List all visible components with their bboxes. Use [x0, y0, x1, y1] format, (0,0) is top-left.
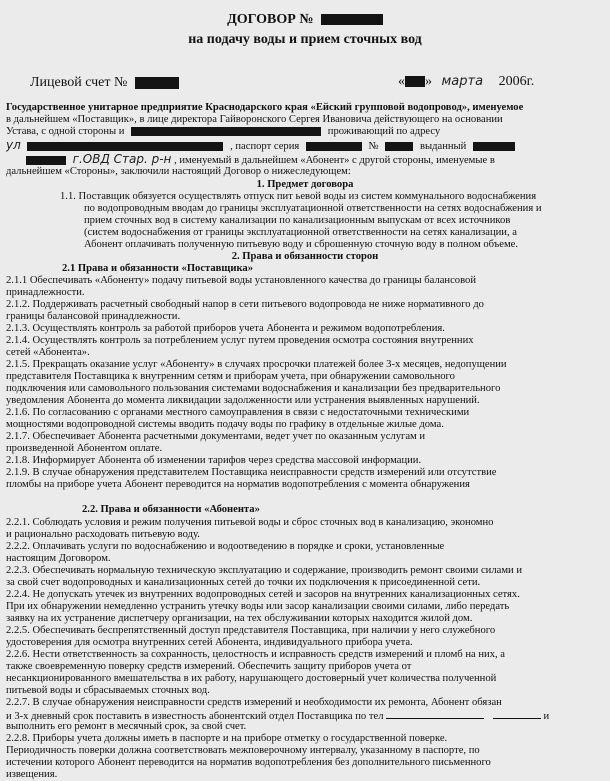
- clause-line: 2.2.6. Нести ответственность за сохранность, целостность и исправность средств измерений и пломб на них, а: [6, 649, 506, 660]
- clause-line: 2.2.2. Оплачивать услуги по водоснабжению и водоотведению в порядке и сроки, установленные: [6, 541, 445, 552]
- clause-line: 2.2.1. Соблюдать условия и режим получения питьевой воды и сброс сточных вод в канализацию, экономно: [6, 517, 494, 528]
- contract-title-row: [0, 12, 610, 28]
- clause-line: также своевременную поверку средств измерений. Обеспечить защиту приборов учета от: [6, 661, 412, 672]
- date-quote-close: »: [425, 74, 432, 89]
- clause-line: 2.2.4. Не допускать утечек из внутренних водопроводных сетей и засоров на внутренних канализационных сетях.: [6, 589, 520, 600]
- redacted-day: [405, 76, 425, 87]
- clause-line: 2.1.7. Обеспечивает Абонента расчетными документами, ведет учет по оказанным услугам и: [6, 431, 426, 442]
- subsection-2-1-title: 2.1 Права и обязанности «Поставщика»: [62, 263, 253, 274]
- clause-line: выполнить его ремонт в месячный срок, за свой счет.: [6, 721, 247, 732]
- date-year: 2006г.: [498, 74, 535, 89]
- clause-line: заявку на их устранение диспетчеру организации, на тех обслуживании которых находится жилой дом.: [6, 613, 473, 624]
- subsection-2-2-title: 2.2. Права и обязанности «Абонента»: [82, 504, 260, 515]
- preamble-line: Устава, с одной стороны и проживающий по адресу: [6, 126, 441, 137]
- redacted-address: [27, 142, 223, 151]
- handwritten-issuer: г.ОВД Стар. р-н: [72, 153, 172, 166]
- section-1-title: 1. Предмет договора: [256, 179, 354, 190]
- phone-blank-line-2: [493, 709, 541, 719]
- redacted-account-number: [135, 77, 179, 89]
- clause-line: удостоверения для осмотра внутренних сетей Абонента, индивидуального прибора учета.: [6, 637, 413, 648]
- clause-line: Периодичность поверки должна соответствовать межповерочному интервалу, указанному в паспорте, по: [6, 745, 480, 756]
- clause-line: Абонент оплачивать полученную питьевую воду и сброшенную сточную воду в полном объеме.: [84, 239, 518, 250]
- preamble-line: в дальнейшем «Поставщик», в лице директора Гайворонского Сергея Ивановича действующего на основании: [6, 114, 503, 125]
- clause-line: 2.1.1 Обеспечивать «Абоненту» подачу питьевой воды установленного качества до границы балансовой: [6, 275, 476, 286]
- clause-line: сетей «Абонента».: [6, 347, 90, 358]
- redacted-issue-date: [26, 156, 66, 165]
- clause-line: 2.2.7. В случае обнаружения неисправности средств измерений и необходимости их ремонта, Абонент обязан: [6, 697, 502, 708]
- clause-line: 2.1.8. Информирует Абонента об изменении тарифов через средства массовой информации.: [6, 455, 422, 466]
- redacted-passport-series: [306, 142, 362, 151]
- clause-line: настоящим Договором.: [6, 553, 111, 564]
- clause-line: представителя Поставщика к внутренним сетям и приборам учета, при обнаружении самовольного: [6, 371, 455, 382]
- clause-line: 2.2.3. Обеспечивать нормальную техническую эксплуатацию и содержание, производить ремонт своими силами и: [6, 565, 523, 576]
- clause-line: При их обнаружении немедленно устранить утечку воды или засор канализации своими силами, либо передать: [6, 601, 510, 612]
- clause-line: 2.1.2. Поддерживать расчетный свободный напор в сети питьевого водопровода не ниже нормативного до: [6, 299, 484, 310]
- date-quote-open: «: [398, 74, 405, 89]
- clause-line: 2.1.4. Осуществлять контроль за потреблением услуг путем проведения осмотра состояния внутренних: [6, 335, 474, 346]
- date-month-handwritten: марта: [441, 74, 484, 89]
- clause-line: пломбы на приборе учета Абонент переводится на норматив водопотребления с момента обнаружения: [6, 479, 470, 490]
- clause-line: (систем водоснабжения от границы эксплуатационной ответственности на сетях канализации, а: [84, 227, 517, 238]
- contract-subtitle: на подачу воды и прием сточных вод: [188, 32, 422, 47]
- preamble-line: Государственное унитарное предприятие Краснодарского края «Ейский групповой водопровод», именуемое: [6, 102, 524, 113]
- clause-line: мощностями водопроводной системы вводить подачу воды по графику в отдельные жилые дома.: [6, 419, 444, 430]
- clause-line: и рационально расходовать питьевую воду.: [6, 529, 200, 540]
- preamble-line: ул , паспорт серия № выданный: [6, 139, 606, 153]
- clause-line: по водопроводным вводам до границы эксплуатационной ответственности на сетях водоснабжения и: [84, 203, 542, 214]
- clause-line: подключения или самовольного пользования системами водоснабжения и канализации без предварительного: [6, 383, 501, 394]
- clause-line: произведенной Абонентом оплате.: [6, 443, 163, 454]
- preamble-line: г.ОВД Стар. р-н , именуемый в дальнейшем «Абонент» с другой стороны, именуемые в: [6, 153, 606, 167]
- handwritten-street: ул: [6, 139, 21, 152]
- clause-line: 2.1.5. Прекращать оказание услуг «Абоненту» в случаях просрочки платежей более 3-х месяцев, недопущении: [6, 359, 507, 370]
- clause-line: 2.2.8. Приборы учета должны иметь в паспорте и на приборе отметку о государственной поверке.: [6, 733, 448, 744]
- clause-line: истечении которого Абонент переводится на норматив водопотребления без дополнительного письменного: [6, 757, 491, 768]
- section-2-title: 2. Права и обязанности сторон: [231, 251, 379, 262]
- clause-line: извещения.: [6, 769, 58, 780]
- clause-line: уведомления Абонента до момента ликвидации задолженности или устранения выявленных нарушений.: [6, 395, 480, 406]
- clause-line: за свой счет водопроводных и канализационных сетей до точки их подключения к присоединенной сети.: [6, 577, 481, 588]
- redacted-passport-number: [385, 142, 413, 151]
- clause-line: и 3-х дневный срок поставить в известность абонентский отдел Поставщика по тел и: [6, 711, 550, 722]
- clause-line: границы балансовой принадлежности.: [6, 311, 181, 322]
- phone-blank-line: [386, 709, 484, 719]
- clause-line: 2.1.6. По согласованию с органами местного самоуправления в связи с недостаточными техническими: [6, 407, 470, 418]
- clause-line: 2.1.3. Осуществлять контроль за работой приборов учета Абонента и режимом водопотребления.: [6, 323, 445, 334]
- clause-line: принадлежности.: [6, 287, 85, 298]
- account-label: Лицевой счет №: [30, 75, 128, 90]
- clause-line: питьевой воды и сбрасываемых сточных вод.: [6, 685, 210, 696]
- clause-line: прием сточных вод в систему канализации по канализационным выпускам от всех источников: [84, 215, 511, 226]
- clause-line: 1.1. Поставщик обязуется осуществлять отпуск пит ьевой воды из систем коммунального водоснабжения: [60, 191, 537, 202]
- redacted-issuer: [473, 142, 515, 151]
- clause-line: несанкционированного вмешательства в их работу, нарушающего достоверный учет количества полученной: [6, 673, 497, 684]
- clause-line: 2.1.9. В случае обнаружения представителем Поставщика неисправности средств измерений или отсутствие: [6, 467, 497, 478]
- contract-title: ДОГОВОР №: [227, 12, 314, 27]
- redacted-abonent-name: [131, 127, 321, 136]
- redacted-contract-number: [321, 14, 383, 25]
- account-row: [30, 75, 179, 91]
- contract-date: [398, 74, 534, 90]
- clause-line: 2.2.5. Обеспечивать беспрепятственный доступ представителя Поставщика, при наличии у него служебного: [6, 625, 496, 636]
- preamble-line: дальнейшем «Стороны», заключили настоящий Договор о нижеследующем:: [6, 166, 351, 177]
